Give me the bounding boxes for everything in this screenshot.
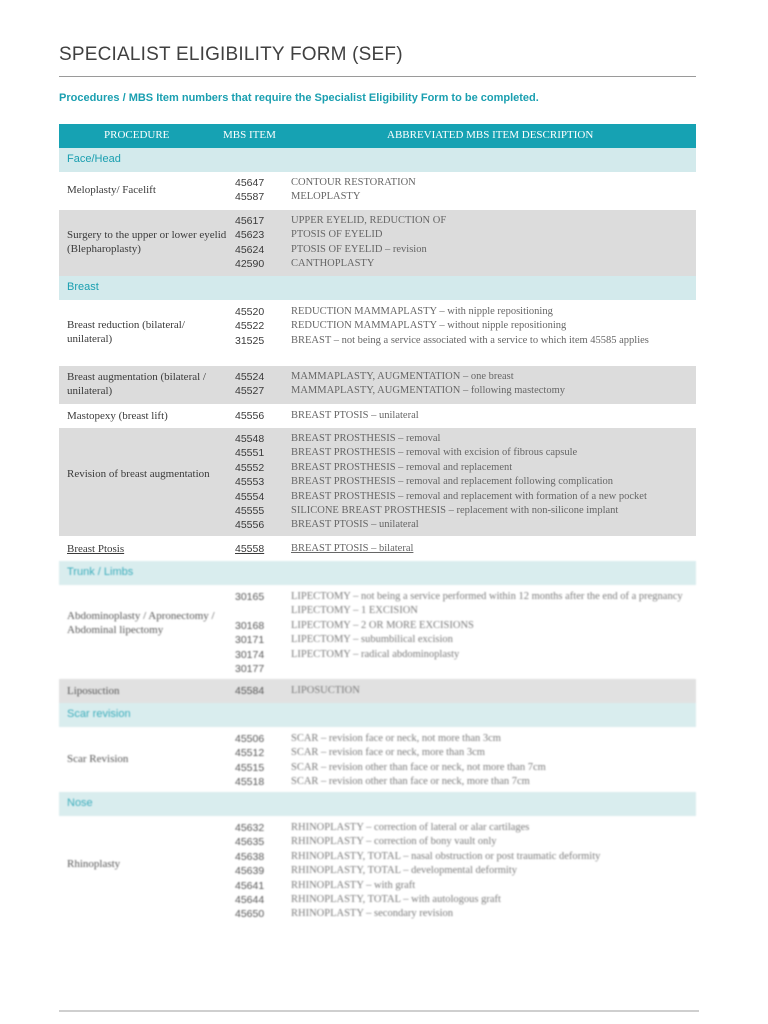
description: RHINOPLASTY – correction of bony vault only (291, 836, 497, 848)
mbs-code: 45520 (235, 306, 265, 318)
header-description: ABBREVIATED MBS ITEM DESCRIPTION (387, 129, 594, 141)
description: BREAST PROSTHESIS – removal and replacement with formation of a new pocket (291, 490, 647, 502)
blurred-region (59, 561, 696, 927)
description: RHINOPLASTY – secondary revision (291, 908, 454, 920)
mbs-code: 30177 (235, 663, 265, 676)
table-row (59, 678, 696, 703)
mbs-code: 45624 (235, 243, 265, 256)
mbs-codes (235, 305, 264, 348)
mbs-code: 45644 (235, 894, 265, 907)
table-row (59, 536, 696, 561)
mbs-code: 45647 (235, 177, 265, 189)
mbs-codes (235, 732, 264, 790)
mbs-code: 45555 (235, 505, 265, 518)
procedure-name: Surgery to the upper or lower eyelid (Blepharoplasty) (67, 229, 227, 256)
descriptions (291, 732, 696, 790)
mbs-codes (235, 409, 264, 423)
description: LIPECTOMY – 2 OR MORE EXCISIONS (291, 619, 474, 631)
mbs-code: 45623 (235, 229, 265, 242)
description: RHINOPLASTY, TOTAL – with autologous graft (291, 894, 501, 906)
title-divider (59, 76, 696, 77)
footer-divider (59, 1010, 699, 1012)
section-label: Scar revision (67, 708, 131, 720)
description: REDUCTION MAMMAPLASTY – with nipple repositioning (291, 306, 553, 317)
section-trunk-limbs (59, 561, 696, 585)
table-row (59, 365, 696, 404)
procedure-name: Mastopexy (breast lift) (67, 410, 168, 422)
description: MAMMAPLASTY, AUGMENTATION – following mastectomy (291, 385, 566, 397)
table-row (59, 404, 696, 427)
mbs-codes (235, 821, 264, 922)
table-row (59, 300, 696, 365)
description: BREAST PTOSIS – unilateral (291, 519, 419, 531)
description: LIPECTOMY – not being a service performed within 12 months after the end of a pregnancy (291, 591, 683, 602)
mbs-code: 45518 (235, 776, 265, 789)
mbs-code: 45524 (235, 371, 265, 383)
description: REDUCTION MAMMAPLASTY – without nipple repositioning (291, 320, 567, 332)
description: CONTOUR RESTORATION (291, 177, 416, 188)
mbs-code: 45587 (235, 191, 265, 204)
section-scar-revision (59, 703, 696, 727)
procedure-name: Breast Ptosis (67, 543, 125, 555)
page-subtitle: Procedures / MBS Item numbers that require the Specialist Eligibility Form to be completed. (59, 92, 539, 104)
description: BREAST PTOSIS – unilateral (291, 410, 419, 421)
mbs-code: 45551 (235, 447, 265, 460)
descriptions (291, 590, 696, 662)
table-row (59, 727, 696, 792)
table-row (59, 172, 696, 209)
table-row (59, 816, 696, 927)
description: PTOSIS OF EYELID (291, 229, 383, 241)
mbs-codes (235, 590, 264, 676)
descriptions (291, 214, 696, 272)
procedure-name: Breast reduction (bilateral/ unilateral) (67, 319, 185, 346)
descriptions (291, 409, 696, 423)
descriptions (291, 370, 696, 399)
mbs-code: 45512 (235, 747, 265, 760)
mbs-code: 45556 (235, 519, 265, 532)
mbs-code: 45553 (235, 476, 265, 489)
descriptions (291, 684, 696, 698)
mbs-code: 45548 (235, 433, 265, 445)
table-row (59, 585, 696, 678)
mbs-code: 45635 (235, 836, 265, 849)
description: SCAR – revision face or neck, more than 3cm (291, 747, 485, 759)
mbs-code: 30171 (235, 634, 265, 647)
procedure-name: Abdominoplasty / Apronectomy / Abdominal lipectomy (67, 610, 215, 637)
procedure-name: Liposuction (67, 685, 120, 697)
description: UPPER EYELID, REDUCTION OF (291, 215, 447, 226)
description: BREAST – not being a service associated with a service to which item 45585 applies (291, 334, 649, 346)
section-nose (59, 792, 696, 816)
mbs-codes (235, 432, 264, 533)
mbs-code: 45632 (235, 822, 265, 834)
description: BREAST PROSTHESIS – removal with excision of fibrous capsule (291, 447, 578, 459)
descriptions (291, 305, 696, 348)
procedures-table (59, 124, 696, 927)
description: LIPECTOMY – radical abdominoplasty (291, 648, 460, 660)
descriptions (291, 542, 696, 556)
header-mbs-item: MBS ITEM (223, 129, 276, 141)
description: CANTHOPLASTY (291, 258, 375, 270)
description: SCAR – revision other than face or neck, not more than 7cm (291, 761, 546, 773)
procedure-name: Scar Revision (67, 753, 129, 765)
description: SILICONE BREAST PROSTHESIS – replacement with non-silicone implant (291, 505, 619, 517)
description: LIPOSUCTION (291, 685, 360, 696)
mbs-code: 45556 (235, 410, 265, 422)
mbs-code: 45641 (235, 879, 265, 892)
mbs-code: 45584 (235, 685, 265, 697)
description: RHINOPLASTY – with graft (291, 879, 416, 891)
mbs-code: 45515 (235, 761, 265, 774)
procedure-name: Revision of breast augmentation (67, 468, 210, 480)
descriptions (291, 432, 696, 533)
mbs-code: 45617 (235, 215, 265, 227)
mbs-code: 45522 (235, 320, 265, 333)
section-label: Breast (67, 281, 99, 293)
mbs-codes (235, 214, 264, 272)
mbs-codes (235, 176, 264, 205)
section-label: Face/Head (67, 153, 121, 165)
table-row (59, 427, 696, 536)
mbs-code: 30174 (235, 648, 265, 661)
descriptions (291, 821, 696, 922)
mbs-code: 45650 (235, 908, 265, 921)
description: BREAST PROSTHESIS – removal and replacement following complication (291, 476, 614, 488)
description: RHINOPLASTY, TOTAL – developmental deformity (291, 865, 517, 877)
description: BREAST PTOSIS – bilateral (291, 543, 414, 554)
mbs-code: 45552 (235, 461, 265, 474)
table-header (59, 124, 696, 148)
description: BREAST PROSTHESIS – removal (291, 433, 441, 444)
procedure-name: Rhinoplasty (67, 858, 121, 870)
section-label: Nose (67, 797, 93, 809)
mbs-codes (235, 684, 264, 698)
procedure-name: Breast augmentation (bilateral / unilateral) (67, 371, 206, 398)
descriptions (291, 176, 696, 205)
mbs-code: 45554 (235, 490, 265, 503)
description: LIPECTOMY – 1 EXCISION (291, 605, 418, 617)
mbs-codes (235, 542, 264, 556)
description: SCAR – revision other than face or neck, more than 7cm (291, 776, 530, 788)
mbs-code: 42590 (235, 258, 265, 271)
description: SCAR – revision face or neck, not more than 3cm (291, 733, 501, 744)
mbs-code: 45558 (235, 543, 265, 555)
description: PTOSIS OF EYELID – revision (291, 243, 427, 255)
section-face-head (59, 148, 696, 172)
mbs-code: 45506 (235, 733, 265, 745)
page-title: SPECIALIST ELIGIBILITY FORM (SEF) (59, 44, 403, 65)
table-row (59, 209, 696, 276)
section-breast (59, 276, 696, 300)
mbs-code: 30165 (235, 591, 265, 603)
mbs-code: 45638 (235, 850, 265, 863)
mbs-code: 45639 (235, 865, 265, 878)
procedure-name: Meloplasty/ Facelift (67, 184, 156, 196)
description: BREAST PROSTHESIS – removal and replacement (291, 461, 513, 473)
description: RHINOPLASTY, TOTAL – nasal obstruction or post traumatic deformity (291, 850, 601, 862)
description: RHINOPLASTY – correction of lateral or alar cartilages (291, 822, 530, 833)
description: LIPECTOMY – subumbilical excision (291, 634, 453, 646)
section-label: Trunk / Limbs (67, 566, 134, 578)
mbs-code: 30168 (235, 619, 265, 632)
mbs-code: 45527 (235, 385, 265, 398)
header-procedure: PROCEDURE (104, 129, 170, 141)
mbs-codes (235, 370, 264, 399)
description: MAMMAPLASTY, AUGMENTATION – one breast (291, 371, 514, 382)
description: MELOPLASTY (291, 191, 361, 203)
mbs-code: 31525 (235, 334, 265, 347)
